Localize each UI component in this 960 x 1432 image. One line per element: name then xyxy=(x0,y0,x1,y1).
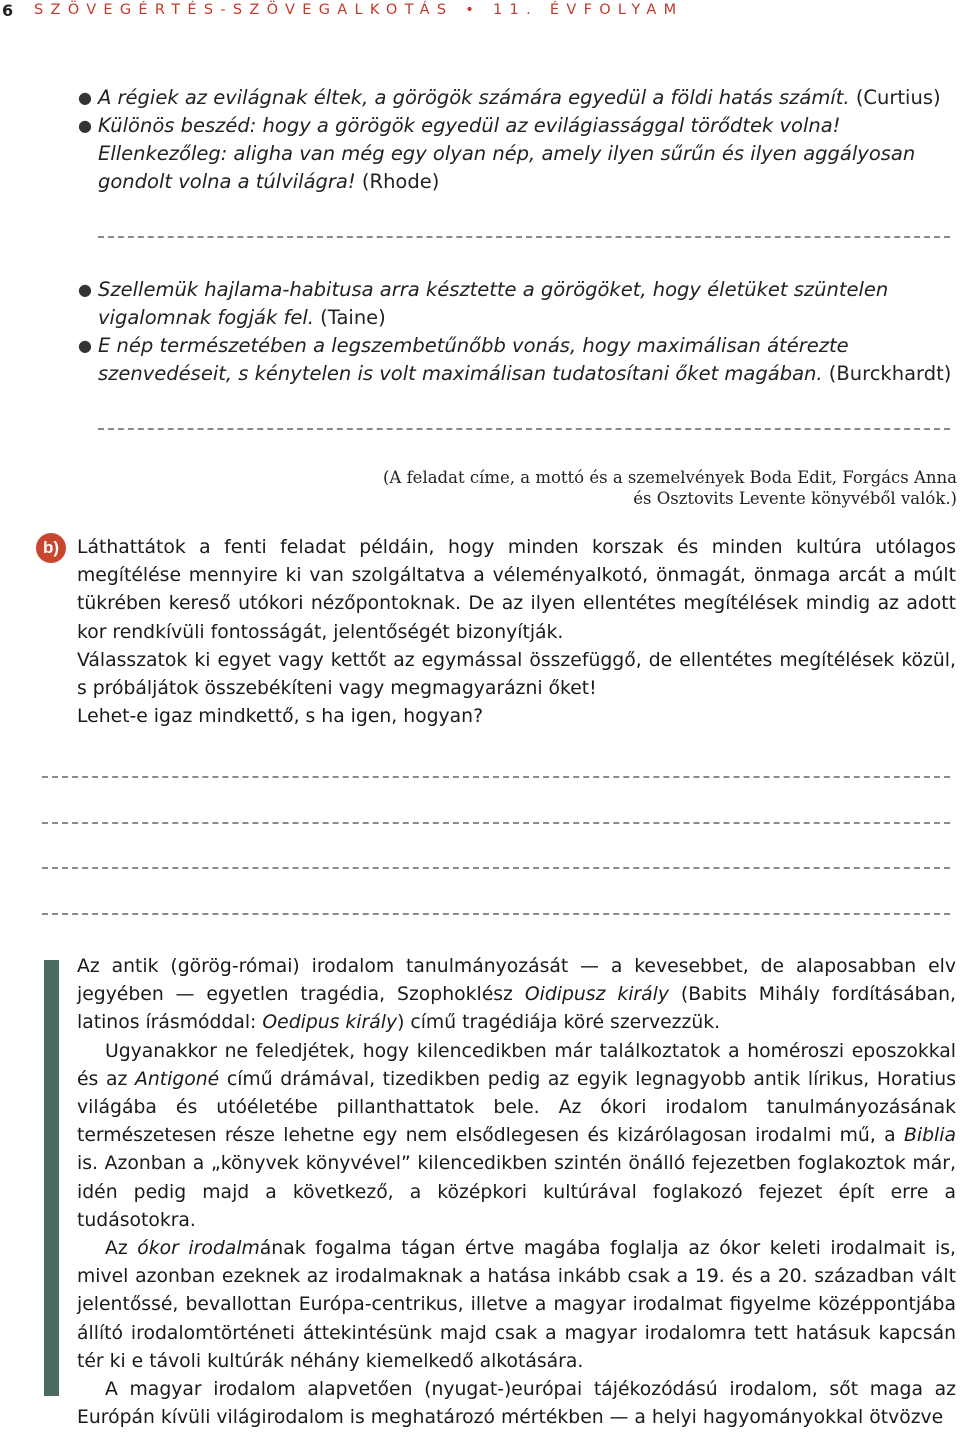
task-badge: b) xyxy=(36,533,66,563)
intro-text xyxy=(77,953,956,1432)
answer-line[interactable] xyxy=(42,822,950,824)
intro-paragraph: A magyar irodalom alapvetően (nyugat-)európai tájékozódású irodalom, sőt maga az Európán kívüli világirodalom is meghatározó mértékben — a helyi hagyományokkal ötvözve xyxy=(77,1379,956,1429)
text-run: Az antik (görög-római) irodalom tanulmányozását — a kevesebbet, de alaposabban elv jegyében — egyetlen tragédia, Szophoklész xyxy=(77,956,956,1006)
intro-paragraph xyxy=(77,1235,956,1376)
task-paragraph: Válasszatok ki egyet vagy kettőt az egymással összefüggő, de ellentétes megítélések közül, s próbáljátok összebékíteni vagy megmagyarázni őket! xyxy=(77,649,956,700)
quote-item xyxy=(78,84,960,112)
task-paragraph: Lehet-e igaz mindkettő, s ha igen, hogyan? xyxy=(77,706,484,728)
bullet-icon: ● xyxy=(78,336,92,355)
text-run: (Babits Mihály fordításában, latinos írásmóddal: xyxy=(77,984,956,1034)
work-title: Antigoné xyxy=(135,1068,220,1090)
intro-paragraph xyxy=(77,953,956,1038)
answer-line[interactable] xyxy=(98,428,950,430)
quote-text: Szellemük hajlama-habitusa arra késztette a görögöket, hogy életüket szüntelen vigalomnak fogják fel. xyxy=(98,278,889,329)
text-run: Az xyxy=(105,1238,138,1260)
quote-item xyxy=(78,332,960,388)
page-header xyxy=(0,0,960,24)
bullet-icon: ● xyxy=(78,280,92,299)
quote-text: Különös beszéd: hogy a görögök egyedül az evilágiassággal törődtek volna! Ellenkezőleg: aligha van még egy olyan nép, amely ilyen sűrűn és ilyen aggályosan gondolt volna a túlvilágra! xyxy=(98,114,916,193)
work-title: Biblia xyxy=(904,1125,956,1147)
quote-list-2 xyxy=(78,276,960,388)
task-paragraph: Láthattátok a fenti feladat példáin, hogy minden korszak és minden kultúra utólagos megítélése mennyire ki van szolgáltatva a véleményalkotó, önmagát, önmaga arcát a múlt tükrében kereső utókori nézőpontoknak. De az ilyen ellentétes megítélések mindig az adott kor rendkívüli fontosságát, jelentőségét bizonyítják. xyxy=(77,537,956,643)
answer-line[interactable] xyxy=(42,867,950,869)
bullet-icon: ● xyxy=(78,116,92,135)
quote-list-1 xyxy=(78,84,960,196)
answer-line[interactable] xyxy=(98,236,950,238)
quote-source: (Burckhardt) xyxy=(828,362,952,385)
work-title: Oedipus király xyxy=(262,1012,398,1034)
work-title: Oidipusz király xyxy=(524,984,669,1006)
quote-item xyxy=(78,112,960,196)
term: ókor irodalm xyxy=(137,1238,260,1260)
bullet-icon: ● xyxy=(78,88,92,107)
text-run: ) című tragédiája köré szervezzük. xyxy=(397,1012,721,1034)
text-run: című drámával, tizedikben pedig az egyik legnagyobb antik lírikus, Horatius világába és utóéletébe pillanthattatok bele. Az ókori irodalom tanulmányozásának természetesen része lehetne egy nem elsődlegesen és kizárólagosan irodalmi mű, a xyxy=(77,1068,956,1147)
credit-line: és Osztovits Levente könyvéből valók.) xyxy=(633,489,957,508)
quote-source: (Taine) xyxy=(320,306,386,329)
page-number: 6 xyxy=(2,1,14,20)
text-run: Ugyanakkor ne feledjétek, hogy kilencedikben már találkoztatok a homéroszi eposzokkal és az xyxy=(77,1040,956,1090)
task-b-text xyxy=(77,534,956,731)
quote-text: A régiek az evilágnak éltek, a görögök számára egyedül a földi hatás számít. xyxy=(98,86,850,109)
section-sidebar-bar xyxy=(44,960,59,1396)
text-run: ának fogalma tágan értve magába foglalja az ókor keleti irodalmait is, mivel azonban ezeknek az irodalmaknak a hatása inkább csak a 19. és a 20. században vált jelentőssé, bevallottan Európa-centrikus, illetve a magyar irodalmat figyelme középpontjába állító irodalomtörténeti áttekintésünk majd csak a magyar irodalomra tett hatásuk kapcsán tér ki e távoli kultúrák néhány kiemelkedő alkotására. xyxy=(77,1238,956,1372)
answer-line[interactable] xyxy=(42,913,950,915)
answer-line[interactable] xyxy=(42,776,950,778)
quote-text: E nép természetében a legszembetűnőbb vonás, hogy maximálisan átérezte szenvedéseit, s kénytelen is volt maximálisan tudatosítani őket magában. xyxy=(98,334,849,385)
quote-source: (Rhode) xyxy=(361,170,440,193)
credit-line: (A feladat címe, a mottó és a szemelvények Boda Edit, Forgács Anna xyxy=(382,468,957,487)
running-title: SZÖVEGÉRTÉS-SZÖVEGALKOTÁS • 11. ÉVFOLYAM xyxy=(34,2,684,18)
text-run: is. Azonban a „könyvek könyvével” kilencedikben szintén önálló fejezetben foglakoztok már, idén pedig majd a következő, a középkori kultúrával foglakozó fejezet épít erre a tudásotokra. xyxy=(77,1153,956,1231)
source-credit xyxy=(357,467,957,509)
intro-paragraph xyxy=(77,1038,956,1235)
quote-source: (Curtius) xyxy=(855,86,941,109)
quote-item xyxy=(78,276,960,332)
